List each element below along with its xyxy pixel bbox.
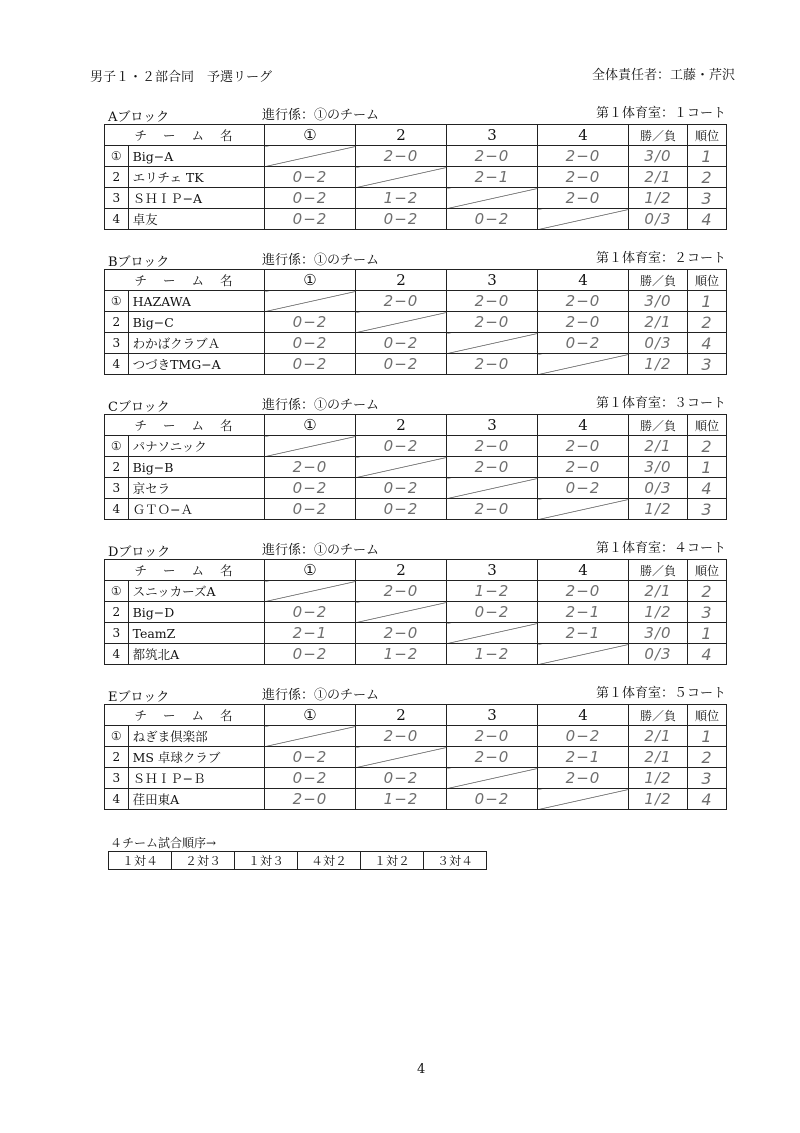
win-loss-record: 3/0 — [629, 291, 688, 312]
match-score: 2−1 — [538, 747, 629, 768]
match-score: 2−0 — [447, 436, 538, 457]
match-score: 2−1 — [538, 623, 629, 644]
match-score: 2−0 — [265, 457, 356, 478]
team-name: ＳＨＩＰ−Ｂ — [128, 768, 264, 789]
self-match-cell — [265, 726, 356, 747]
match-score: 0−2 — [538, 726, 629, 747]
team-number: 3 — [105, 188, 129, 209]
block-title: Eブロック — [108, 690, 170, 705]
table-row — [105, 644, 727, 665]
progress-officer: 進行係：①のチーム — [262, 108, 380, 123]
team-name: Big−C — [128, 312, 264, 333]
match-score: 2−0 — [447, 726, 538, 747]
table-row — [105, 146, 727, 167]
match-score: 0−2 — [265, 354, 356, 375]
team-name: MS 卓球クラブ — [128, 747, 264, 768]
match-score: 2−0 — [447, 457, 538, 478]
header-col-4: 4 — [538, 270, 629, 291]
match-score: 0−2 — [538, 478, 629, 499]
table-row — [105, 457, 727, 478]
match-score: 0−2 — [265, 602, 356, 623]
league-table — [104, 559, 727, 665]
match-score: 0−2 — [265, 188, 356, 209]
team-rank: 2 — [688, 167, 727, 188]
match-score: 0−2 — [356, 436, 447, 457]
team-name: Big−D — [128, 602, 264, 623]
team-number: 4 — [105, 209, 129, 230]
header-col-2: 2 — [356, 705, 447, 726]
team-number: 4 — [105, 354, 129, 375]
team-name: Big−B — [128, 457, 264, 478]
match-score: 0−2 — [265, 478, 356, 499]
win-loss-record: 0/3 — [629, 333, 688, 354]
team-name: ねぎま倶楽部 — [128, 726, 264, 747]
header-win-loss: 勝／負 — [629, 125, 688, 146]
match-score: 2−0 — [538, 167, 629, 188]
team-number: 2 — [105, 747, 129, 768]
header-rank: 順位 — [688, 560, 727, 581]
match-score: 0−2 — [538, 333, 629, 354]
self-match-cell — [265, 436, 356, 457]
header-team-name: チ ー ム 名 — [105, 125, 265, 146]
team-number: ① — [105, 726, 129, 747]
header-col-4: 4 — [538, 415, 629, 436]
match-score: 0−2 — [447, 209, 538, 230]
match-score: 2−0 — [447, 354, 538, 375]
match-score: 0−2 — [265, 167, 356, 188]
win-loss-record: 1/2 — [629, 789, 688, 810]
header-col-4: 4 — [538, 560, 629, 581]
team-rank: 2 — [688, 581, 727, 602]
header-win-loss: 勝／負 — [629, 415, 688, 436]
team-name: スニッカーズA — [128, 581, 264, 602]
venue-court: 第１体育室：３コート — [596, 396, 727, 411]
table-row — [105, 499, 727, 520]
team-number: ① — [105, 436, 129, 457]
match-score: 1−2 — [356, 188, 447, 209]
match-score: 1−2 — [356, 789, 447, 810]
team-name: 卓友 — [128, 209, 264, 230]
table-row — [105, 436, 727, 457]
header-rank: 順位 — [688, 270, 727, 291]
match-score: 0−2 — [447, 789, 538, 810]
header-win-loss: 勝／負 — [629, 270, 688, 291]
self-match-cell — [447, 623, 538, 644]
responsible-persons: 全体責任者：工藤・芹沢 — [592, 68, 736, 83]
venue-court: 第１体育室：４コート — [596, 541, 727, 556]
self-match-cell — [356, 312, 447, 333]
match-score: 2−0 — [356, 623, 447, 644]
block-title: Dブロック — [108, 545, 171, 560]
header-col-3: 3 — [447, 125, 538, 146]
team-rank: 4 — [688, 789, 727, 810]
header-col-2: 2 — [356, 270, 447, 291]
match-score: 0−2 — [356, 499, 447, 520]
team-number: 3 — [105, 333, 129, 354]
table-row — [105, 188, 727, 209]
win-loss-record: 2/1 — [629, 747, 688, 768]
venue-court: 第１体育室：２コート — [596, 251, 727, 266]
header-col-1: ① — [265, 560, 356, 581]
match-score: 0−2 — [447, 602, 538, 623]
match-score: 0−2 — [356, 478, 447, 499]
header-col-4: 4 — [538, 125, 629, 146]
table-row — [105, 581, 727, 602]
table-header-row — [105, 270, 727, 291]
match-score: 0−2 — [265, 768, 356, 789]
table-header-row — [105, 415, 727, 436]
self-match-cell — [356, 167, 447, 188]
team-rank: 1 — [688, 457, 727, 478]
table-row — [105, 726, 727, 747]
team-number: 4 — [105, 644, 129, 665]
team-number: 4 — [105, 789, 129, 810]
team-number: ① — [105, 581, 129, 602]
header-col-3: 3 — [447, 705, 538, 726]
team-name: わかばクラブＡ — [128, 333, 264, 354]
table-row — [105, 354, 727, 375]
team-number: 2 — [105, 167, 129, 188]
team-rank: 4 — [688, 333, 727, 354]
league-table — [104, 269, 727, 375]
header-col-3: 3 — [447, 560, 538, 581]
match-score: 1−2 — [447, 581, 538, 602]
progress-officer: 進行係：①のチーム — [262, 543, 380, 558]
team-name: HAZAWA — [128, 291, 264, 312]
win-loss-record: 0/3 — [629, 644, 688, 665]
match-order-item: １対３ — [235, 852, 298, 870]
self-match-cell — [447, 333, 538, 354]
win-loss-record: 1/2 — [629, 768, 688, 789]
match-score: 2−0 — [447, 312, 538, 333]
self-match-cell — [538, 789, 629, 810]
match-score: 2−1 — [265, 623, 356, 644]
match-score: 2−0 — [447, 499, 538, 520]
header-col-1: ① — [265, 125, 356, 146]
win-loss-record: 1/2 — [629, 188, 688, 209]
self-match-cell — [265, 581, 356, 602]
match-order-table — [108, 851, 487, 870]
team-rank: 3 — [688, 768, 727, 789]
match-score: 0−2 — [265, 499, 356, 520]
match-score: 1−2 — [356, 644, 447, 665]
team-name: つづきTMG−A — [128, 354, 264, 375]
win-loss-record: 2/1 — [629, 436, 688, 457]
match-score: 0−2 — [356, 354, 447, 375]
team-rank: 1 — [688, 623, 727, 644]
table-row — [105, 768, 727, 789]
header-col-3: 3 — [447, 270, 538, 291]
table-row — [105, 209, 727, 230]
header-rank: 順位 — [688, 125, 727, 146]
header-rank: 順位 — [688, 705, 727, 726]
match-score: 2−0 — [356, 146, 447, 167]
team-name: Big−A — [128, 146, 264, 167]
match-score: 2−0 — [356, 581, 447, 602]
team-number: 3 — [105, 478, 129, 499]
team-name: 荏田東A — [128, 789, 264, 810]
win-loss-record: 1/2 — [629, 602, 688, 623]
match-score: 2−0 — [538, 188, 629, 209]
table-row — [105, 478, 727, 499]
table-header-row — [105, 560, 727, 581]
table-row — [105, 312, 727, 333]
table-row — [105, 623, 727, 644]
team-rank: 4 — [688, 644, 727, 665]
team-number: ① — [105, 291, 129, 312]
header-col-2: 2 — [356, 125, 447, 146]
self-match-cell — [265, 146, 356, 167]
match-score: 2−0 — [538, 312, 629, 333]
win-loss-record: 2/1 — [629, 581, 688, 602]
match-score: 0−2 — [356, 333, 447, 354]
team-rank: 2 — [688, 747, 727, 768]
table-row — [105, 167, 727, 188]
self-match-cell — [447, 768, 538, 789]
block-title: Cブロック — [108, 400, 170, 415]
match-score: 2−0 — [538, 291, 629, 312]
progress-officer: 進行係：①のチーム — [262, 688, 380, 703]
team-number: 3 — [105, 768, 129, 789]
header-col-1: ① — [265, 270, 356, 291]
team-rank: 3 — [688, 499, 727, 520]
match-score: 1−2 — [447, 644, 538, 665]
team-number: 2 — [105, 312, 129, 333]
team-rank: 2 — [688, 436, 727, 457]
self-match-cell — [447, 188, 538, 209]
team-name: 京セラ — [128, 478, 264, 499]
match-score: 2−0 — [538, 457, 629, 478]
team-name: ＳＨＩＰ−A — [128, 188, 264, 209]
match-score: 0−2 — [265, 209, 356, 230]
venue-court: 第１体育室：１コート — [596, 106, 727, 121]
match-score: 2−0 — [447, 291, 538, 312]
win-loss-record: 2/1 — [629, 312, 688, 333]
document-title: 男子１・２部合同 予選リーグ — [90, 70, 273, 85]
match-order-label: ４チーム試合順序→ — [110, 836, 217, 850]
table-row — [105, 789, 727, 810]
win-loss-record: 2/1 — [629, 726, 688, 747]
league-table — [104, 124, 727, 230]
match-score: 2−0 — [447, 747, 538, 768]
team-name: ＧＴＯ−Ａ — [128, 499, 264, 520]
team-number: 4 — [105, 499, 129, 520]
match-score: 0−2 — [356, 209, 447, 230]
table-row — [105, 747, 727, 768]
win-loss-record: 1/2 — [629, 354, 688, 375]
match-order-item: ３対４ — [424, 852, 487, 870]
match-order-item: ２対３ — [172, 852, 235, 870]
venue-court: 第１体育室：５コート — [596, 686, 727, 701]
self-match-cell — [447, 478, 538, 499]
league-table — [104, 704, 727, 810]
match-score: 2−0 — [356, 726, 447, 747]
team-name: パナソニック — [128, 436, 264, 457]
self-match-cell — [538, 499, 629, 520]
header-col-4: 4 — [538, 705, 629, 726]
team-rank: 1 — [688, 291, 727, 312]
team-rank: 4 — [688, 209, 727, 230]
team-name: エリチェ TK — [128, 167, 264, 188]
table-header-row — [105, 125, 727, 146]
table-row — [105, 333, 727, 354]
team-rank: 4 — [688, 478, 727, 499]
match-order-item: １対２ — [361, 852, 424, 870]
team-number: 2 — [105, 602, 129, 623]
self-match-cell — [538, 354, 629, 375]
match-score: 2−0 — [265, 789, 356, 810]
team-number: 2 — [105, 457, 129, 478]
match-score: 0−2 — [356, 768, 447, 789]
self-match-cell — [538, 209, 629, 230]
self-match-cell — [356, 457, 447, 478]
table-header-row — [105, 705, 727, 726]
team-number: 3 — [105, 623, 129, 644]
team-rank: 1 — [688, 726, 727, 747]
team-name: TeamZ — [128, 623, 264, 644]
team-rank: 3 — [688, 354, 727, 375]
header-win-loss: 勝／負 — [629, 560, 688, 581]
self-match-cell — [538, 644, 629, 665]
match-order-item: １対４ — [109, 852, 172, 870]
match-order-item: ４対２ — [298, 852, 361, 870]
self-match-cell — [265, 291, 356, 312]
table-row — [105, 602, 727, 623]
block-title: Aブロック — [108, 110, 170, 125]
team-rank: 1 — [688, 146, 727, 167]
team-name: 都筑北A — [128, 644, 264, 665]
block-title: Bブロック — [108, 255, 170, 270]
header-team-name: チ ー ム 名 — [105, 560, 265, 581]
header-win-loss: 勝／負 — [629, 705, 688, 726]
header-col-3: 3 — [447, 415, 538, 436]
match-score: 2−0 — [538, 581, 629, 602]
match-score: 0−2 — [265, 747, 356, 768]
win-loss-record: 0/3 — [629, 209, 688, 230]
header-col-2: 2 — [356, 415, 447, 436]
match-score: 2−0 — [447, 146, 538, 167]
team-rank: 2 — [688, 312, 727, 333]
match-score: 0−2 — [265, 333, 356, 354]
team-rank: 3 — [688, 188, 727, 209]
win-loss-record: 3/0 — [629, 146, 688, 167]
match-score: 2−0 — [538, 436, 629, 457]
header-rank: 順位 — [688, 415, 727, 436]
header-col-1: ① — [265, 415, 356, 436]
header-team-name: チ ー ム 名 — [105, 705, 265, 726]
win-loss-record: 3/0 — [629, 457, 688, 478]
win-loss-record: 0/3 — [629, 478, 688, 499]
match-score: 0−2 — [265, 644, 356, 665]
header-team-name: チ ー ム 名 — [105, 415, 265, 436]
team-number: ① — [105, 146, 129, 167]
match-score: 0−2 — [265, 312, 356, 333]
self-match-cell — [356, 602, 447, 623]
win-loss-record: 1/2 — [629, 499, 688, 520]
win-loss-record: 3/0 — [629, 623, 688, 644]
match-score: 2−1 — [538, 602, 629, 623]
header-team-name: チ ー ム 名 — [105, 270, 265, 291]
match-score: 2−1 — [447, 167, 538, 188]
progress-officer: 進行係：①のチーム — [262, 398, 380, 413]
league-table — [104, 414, 727, 520]
page-number: 4 — [417, 1062, 426, 1077]
win-loss-record: 2/1 — [629, 167, 688, 188]
header-col-2: 2 — [356, 560, 447, 581]
progress-officer: 進行係：①のチーム — [262, 253, 380, 268]
match-score: 2−0 — [356, 291, 447, 312]
header-col-1: ① — [265, 705, 356, 726]
table-row — [105, 291, 727, 312]
self-match-cell — [356, 747, 447, 768]
match-score: 2−0 — [538, 146, 629, 167]
match-score: 2−0 — [538, 768, 629, 789]
team-rank: 3 — [688, 602, 727, 623]
